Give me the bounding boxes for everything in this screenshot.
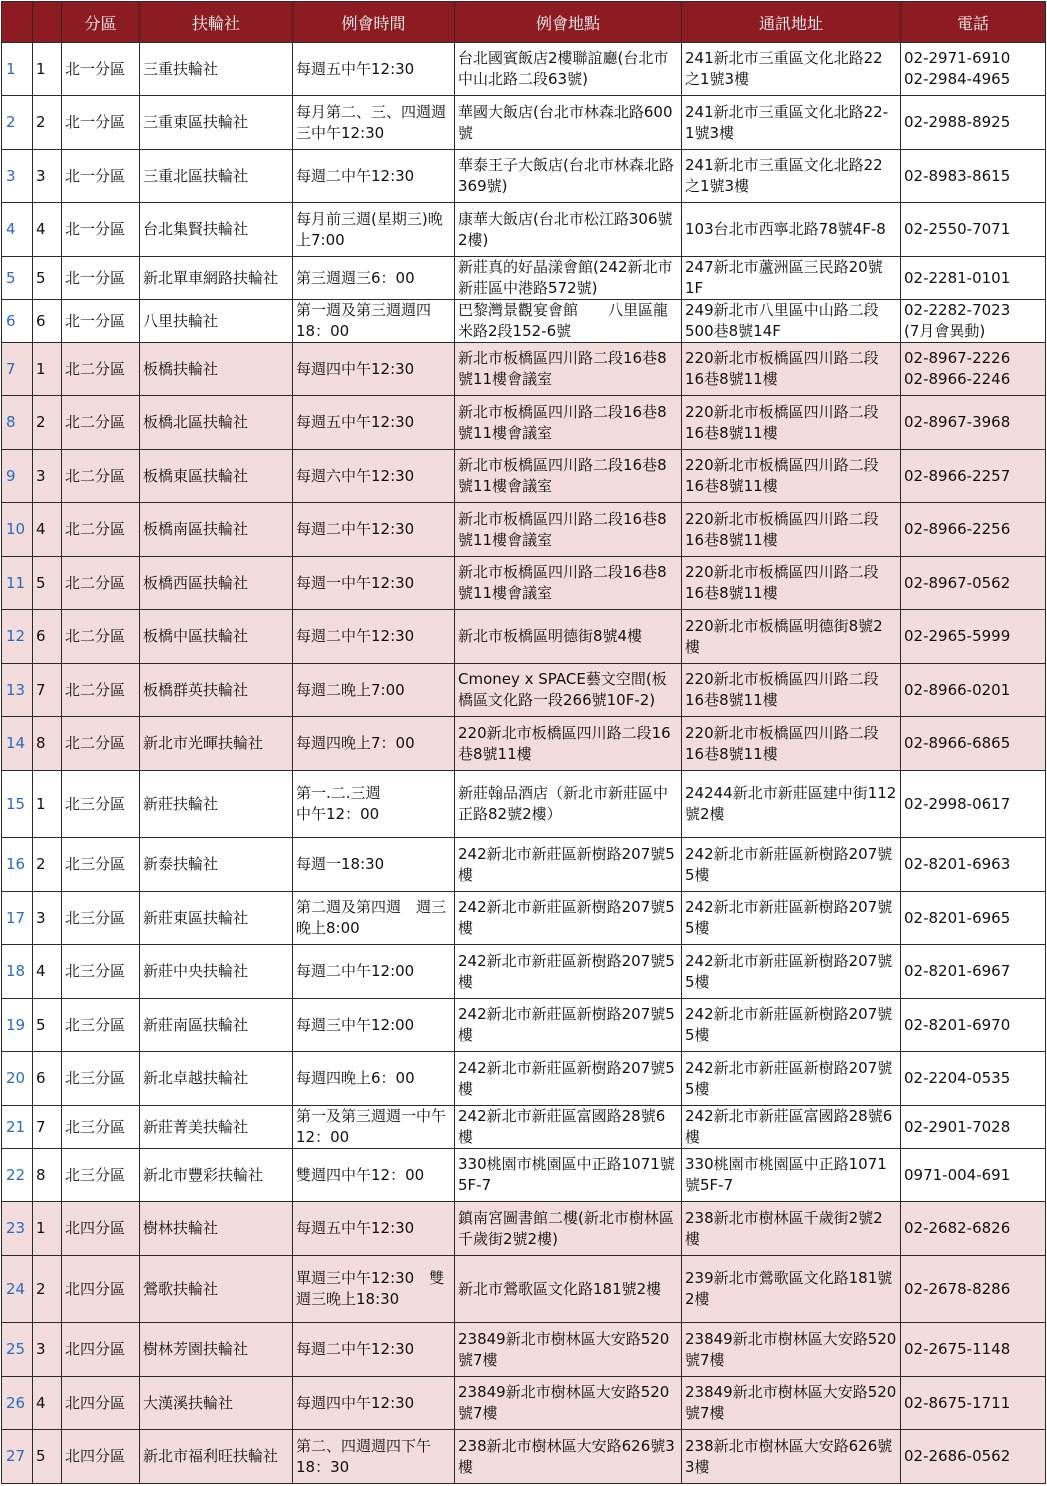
mailing-address-cell: 24244新北市新莊區建中街112號2樓 bbox=[682, 771, 901, 838]
phone-cell: 02-8675-1711 bbox=[901, 1377, 1046, 1430]
district-number: 1 bbox=[33, 771, 62, 838]
phone-cell: 02-8967-2226 02-8966-2246 bbox=[901, 343, 1046, 396]
meeting-venue-cell: 242新北市新莊區富國路28號6樓 bbox=[455, 1106, 682, 1149]
district-cell: 北一分區 bbox=[62, 43, 140, 96]
club-name-cell: 新北卓越扶輪社 bbox=[140, 1052, 293, 1106]
table-row bbox=[2, 343, 1046, 396]
district-cell: 北二分區 bbox=[62, 396, 140, 450]
district-cell: 北一分區 bbox=[62, 203, 140, 257]
row-index: 19 bbox=[2, 999, 33, 1052]
row-index: 4 bbox=[2, 203, 33, 257]
phone-cell: 02-8966-0201 bbox=[901, 664, 1046, 717]
header-number bbox=[33, 2, 62, 43]
row-index: 7 bbox=[2, 343, 33, 396]
club-name-cell: 新泰扶輪社 bbox=[140, 838, 293, 892]
phone-cell: 02-2998-0617 bbox=[901, 771, 1046, 838]
district-cell: 北三分區 bbox=[62, 892, 140, 945]
phone-cell: 02-2682-6826 bbox=[901, 1202, 1046, 1256]
meeting-time-cell: 每週二中午12:30 bbox=[293, 610, 455, 664]
meeting-time-cell: 每週二晚上7:00 bbox=[293, 664, 455, 717]
district-number: 4 bbox=[33, 945, 62, 999]
district-cell: 北三分區 bbox=[62, 1106, 140, 1149]
meeting-venue-cell: 新北市板橋區四川路二段16巷8號11樓會議室 bbox=[455, 503, 682, 557]
mailing-address-cell: 23849新北市樹林區大安路520號7樓 bbox=[682, 1377, 901, 1430]
meeting-venue-cell: 新北市鶯歌區文化路181號2樓 bbox=[455, 1256, 682, 1323]
table-row bbox=[2, 96, 1046, 150]
row-index: 18 bbox=[2, 945, 33, 999]
club-name-cell: 板橋南區扶輪社 bbox=[140, 503, 293, 557]
meeting-venue-cell: 巴黎灣景觀宴會館 八里區龍米路2段152-6號 bbox=[455, 300, 682, 343]
table-row bbox=[2, 150, 1046, 203]
district-cell: 北四分區 bbox=[62, 1202, 140, 1256]
club-name-cell: 板橋中區扶輪社 bbox=[140, 610, 293, 664]
row-index: 5 bbox=[2, 257, 33, 300]
meeting-time-cell: 每週一18:30 bbox=[293, 838, 455, 892]
club-name-cell: 新莊東區扶輪社 bbox=[140, 892, 293, 945]
district-cell: 北三分區 bbox=[62, 1149, 140, 1202]
mailing-address-cell: 220新北市板橋區四川路二段16巷8號11樓 bbox=[682, 664, 901, 717]
row-index: 17 bbox=[2, 892, 33, 945]
district-cell: 北二分區 bbox=[62, 610, 140, 664]
mailing-address-cell: 242新北市新莊區新樹路207號5樓 bbox=[682, 1052, 901, 1106]
table-header-row bbox=[2, 2, 1046, 43]
row-index: 15 bbox=[2, 771, 33, 838]
district-number: 8 bbox=[33, 1149, 62, 1202]
row-index: 3 bbox=[2, 150, 33, 203]
club-name-cell: 鶯歌扶輪社 bbox=[140, 1256, 293, 1323]
phone-cell: 02-8966-2257 bbox=[901, 450, 1046, 503]
meeting-venue-cell: Cmoney x SPACE藝文空間(板橋區文化路一段266號10F-2) bbox=[455, 664, 682, 717]
district-number: 4 bbox=[33, 503, 62, 557]
mailing-address-cell: 247新北市蘆洲區三民路20號1F bbox=[682, 257, 901, 300]
meeting-venue-cell: 新北市板橋區四川路二段16巷8號11樓會議室 bbox=[455, 450, 682, 503]
table-row bbox=[2, 892, 1046, 945]
phone-cell: 02-8966-2256 bbox=[901, 503, 1046, 557]
district-number: 3 bbox=[33, 450, 62, 503]
meeting-venue-cell: 242新北市新莊區新樹路207號5樓 bbox=[455, 999, 682, 1052]
district-cell: 北二分區 bbox=[62, 343, 140, 396]
meeting-time-cell: 第一及第三週週一中午12：00 bbox=[293, 1106, 455, 1149]
header-district: 分區 bbox=[62, 2, 140, 43]
meeting-venue-cell: 242新北市新莊區新樹路207號5樓 bbox=[455, 1052, 682, 1106]
row-index: 20 bbox=[2, 1052, 33, 1106]
club-name-cell: 新北市光暉扶輪社 bbox=[140, 717, 293, 771]
row-index: 23 bbox=[2, 1202, 33, 1256]
meeting-venue-cell: 新北市板橋區四川路二段16巷8號11樓會議室 bbox=[455, 343, 682, 396]
row-index: 10 bbox=[2, 503, 33, 557]
district-cell: 北三分區 bbox=[62, 1052, 140, 1106]
table-row bbox=[2, 257, 1046, 300]
phone-cell: 02-8966-6865 bbox=[901, 717, 1046, 771]
district-cell: 北四分區 bbox=[62, 1323, 140, 1377]
phone-cell: 02-8967-3968 bbox=[901, 396, 1046, 450]
phone-cell: 02-2281-0101 bbox=[901, 257, 1046, 300]
meeting-time-cell: 每週五中午12:30 bbox=[293, 396, 455, 450]
phone-cell: 02-8201-6970 bbox=[901, 999, 1046, 1052]
district-cell: 北二分區 bbox=[62, 503, 140, 557]
table-body bbox=[2, 43, 1046, 1484]
meeting-time-cell: 每週四晚上6：00 bbox=[293, 1052, 455, 1106]
row-index: 13 bbox=[2, 664, 33, 717]
club-name-cell: 新莊中央扶輪社 bbox=[140, 945, 293, 999]
table-row bbox=[2, 1256, 1046, 1323]
row-index: 25 bbox=[2, 1323, 33, 1377]
table-row bbox=[2, 43, 1046, 96]
club-name-cell: 板橋西區扶輪社 bbox=[140, 557, 293, 610]
phone-cell: 02-8201-6963 bbox=[901, 838, 1046, 892]
district-cell: 北二分區 bbox=[62, 664, 140, 717]
district-cell: 北三分區 bbox=[62, 945, 140, 999]
row-index: 12 bbox=[2, 610, 33, 664]
mailing-address-cell: 242新北市新莊區新樹路207號5樓 bbox=[682, 945, 901, 999]
meeting-time-cell: 第二週及第四週 週三晚上8:00 bbox=[293, 892, 455, 945]
meeting-venue-cell: 新北市板橋區四川路二段16巷8號11樓會議室 bbox=[455, 396, 682, 450]
meeting-venue-cell: 23849新北市樹林區大安路520號7樓 bbox=[455, 1377, 682, 1430]
mailing-address-cell: 220新北市板橋區四川路二段16巷8號11樓 bbox=[682, 717, 901, 771]
club-name-cell: 新莊南區扶輪社 bbox=[140, 999, 293, 1052]
phone-cell: 02-8201-6965 bbox=[901, 892, 1046, 945]
table-row bbox=[2, 1106, 1046, 1149]
mailing-address-cell: 249新北市八里區中山路二段500巷8號14F bbox=[682, 300, 901, 343]
district-number: 7 bbox=[33, 664, 62, 717]
phone-cell: 02-2550-7071 bbox=[901, 203, 1046, 257]
table-row bbox=[2, 300, 1046, 343]
phone-cell: 02-8967-0562 bbox=[901, 557, 1046, 610]
district-cell: 北一分區 bbox=[62, 150, 140, 203]
table-row bbox=[2, 1430, 1046, 1484]
mailing-address-cell: 242新北市新莊區新樹路207號5樓 bbox=[682, 999, 901, 1052]
table-row bbox=[2, 945, 1046, 999]
district-cell: 北四分區 bbox=[62, 1256, 140, 1323]
meeting-venue-cell: 新莊真的好晶漾會館(242新北市新莊區中港路572號) bbox=[455, 257, 682, 300]
district-number: 5 bbox=[33, 999, 62, 1052]
header-meeting-time: 例會時間 bbox=[293, 2, 455, 43]
meeting-time-cell: 每週二中午12:00 bbox=[293, 945, 455, 999]
header-index bbox=[2, 2, 33, 43]
header-phone: 電話 bbox=[901, 2, 1046, 43]
row-index: 1 bbox=[2, 43, 33, 96]
district-number: 4 bbox=[33, 1377, 62, 1430]
meeting-venue-cell: 新北市板橋區四川路二段16巷8號11樓會議室 bbox=[455, 557, 682, 610]
club-name-cell: 台北集賢扶輪社 bbox=[140, 203, 293, 257]
row-index: 6 bbox=[2, 300, 33, 343]
row-index: 8 bbox=[2, 396, 33, 450]
district-number: 2 bbox=[33, 1256, 62, 1323]
phone-cell: 0971-004-691 bbox=[901, 1149, 1046, 1202]
table-row bbox=[2, 396, 1046, 450]
meeting-time-cell: 每週二中午12:30 bbox=[293, 150, 455, 203]
district-number: 5 bbox=[33, 257, 62, 300]
table-row bbox=[2, 771, 1046, 838]
meeting-venue-cell: 242新北市新莊區新樹路207號5樓 bbox=[455, 838, 682, 892]
meeting-time-cell: 每週四中午12:30 bbox=[293, 343, 455, 396]
meeting-time-cell: 每週四中午12:30 bbox=[293, 1377, 455, 1430]
header-meeting-venue: 例會地點 bbox=[455, 2, 682, 43]
phone-cell: 02-8983-8615 bbox=[901, 150, 1046, 203]
district-cell: 北三分區 bbox=[62, 771, 140, 838]
meeting-venue-cell: 238新北市樹林區大安路626號3樓 bbox=[455, 1430, 682, 1484]
phone-cell: 02-2282-7023 (7月會異動) bbox=[901, 300, 1046, 343]
table-row bbox=[2, 1052, 1046, 1106]
club-name-cell: 三重東區扶輪社 bbox=[140, 96, 293, 150]
mailing-address-cell: 238新北市樹林區千歲街2號2樓 bbox=[682, 1202, 901, 1256]
meeting-time-cell: 第一.二.三週 中午12：00 bbox=[293, 771, 455, 838]
meeting-venue-cell: 330桃園市桃園區中正路1071號5F-7 bbox=[455, 1149, 682, 1202]
meeting-time-cell: 每週五中午12:30 bbox=[293, 43, 455, 96]
meeting-venue-cell: 220新北市板橋區四川路二段16巷8號11樓 bbox=[455, 717, 682, 771]
phone-cell: 02-2971-6910 02-2984-4965 bbox=[901, 43, 1046, 96]
district-number: 1 bbox=[33, 343, 62, 396]
club-name-cell: 大漢溪扶輪社 bbox=[140, 1377, 293, 1430]
club-name-cell: 樹林扶輪社 bbox=[140, 1202, 293, 1256]
meeting-time-cell: 單週三中午12:30 雙週三晚上18:30 bbox=[293, 1256, 455, 1323]
header-club: 扶輪社 bbox=[140, 2, 293, 43]
mailing-address-cell: 242新北市新莊區新樹路207號5樓 bbox=[682, 838, 901, 892]
meeting-venue-cell: 台北國賓飯店2樓聯誼廳(台北市中山北路二段63號) bbox=[455, 43, 682, 96]
table-row bbox=[2, 610, 1046, 664]
row-index: 21 bbox=[2, 1106, 33, 1149]
district-number: 6 bbox=[33, 1052, 62, 1106]
table-row bbox=[2, 1323, 1046, 1377]
row-index: 9 bbox=[2, 450, 33, 503]
meeting-time-cell: 每月第二、三、四週週三中午12:30 bbox=[293, 96, 455, 150]
table-row bbox=[2, 503, 1046, 557]
meeting-time-cell: 第一週及第三週週四18：00 bbox=[293, 300, 455, 343]
district-number: 6 bbox=[33, 300, 62, 343]
row-index: 24 bbox=[2, 1256, 33, 1323]
district-cell: 北四分區 bbox=[62, 1430, 140, 1484]
district-number: 3 bbox=[33, 892, 62, 945]
district-cell: 北二分區 bbox=[62, 717, 140, 771]
club-name-cell: 板橋北區扶輪社 bbox=[140, 396, 293, 450]
district-cell: 北三分區 bbox=[62, 999, 140, 1052]
phone-cell: 02-2678-8286 bbox=[901, 1256, 1046, 1323]
phone-cell: 02-2686-0562 bbox=[901, 1430, 1046, 1484]
phone-cell: 02-2204-0535 bbox=[901, 1052, 1046, 1106]
table-row bbox=[2, 1149, 1046, 1202]
table-row bbox=[2, 1202, 1046, 1256]
district-number: 5 bbox=[33, 1430, 62, 1484]
table-row bbox=[2, 664, 1046, 717]
district-number: 2 bbox=[33, 96, 62, 150]
mailing-address-cell: 241新北市三重區文化北路22-1號3樓 bbox=[682, 96, 901, 150]
table-row bbox=[2, 557, 1046, 610]
mailing-address-cell: 242新北市新莊區富國路28號6樓 bbox=[682, 1106, 901, 1149]
mailing-address-cell: 220新北市板橋區四川路二段16巷8號11樓 bbox=[682, 343, 901, 396]
table-row bbox=[2, 999, 1046, 1052]
mailing-address-cell: 220新北市板橋區四川路二段16巷8號11樓 bbox=[682, 503, 901, 557]
mailing-address-cell: 220新北市板橋區明德街8號2樓 bbox=[682, 610, 901, 664]
mailing-address-cell: 238新北市樹林區大安路626號3樓 bbox=[682, 1430, 901, 1484]
meeting-time-cell: 每週四晚上7：00 bbox=[293, 717, 455, 771]
meeting-venue-cell: 華泰王子大飯店(台北市林森北路369號) bbox=[455, 150, 682, 203]
table-row bbox=[2, 203, 1046, 257]
meeting-venue-cell: 23849新北市樹林區大安路520號7樓 bbox=[455, 1323, 682, 1377]
table-row bbox=[2, 717, 1046, 771]
district-number: 5 bbox=[33, 557, 62, 610]
club-name-cell: 板橋東區扶輪社 bbox=[140, 450, 293, 503]
meeting-time-cell: 第三週週三6：00 bbox=[293, 257, 455, 300]
club-name-cell: 新北市福利旺扶輪社 bbox=[140, 1430, 293, 1484]
mailing-address-cell: 241新北市三重區文化北路22之1號3樓 bbox=[682, 150, 901, 203]
mailing-address-cell: 23849新北市樹林區大安路520號7樓 bbox=[682, 1323, 901, 1377]
meeting-venue-cell: 華國大飯店(台北市林森北路600號 bbox=[455, 96, 682, 150]
mailing-address-cell: 220新北市板橋區四川路二段16巷8號11樓 bbox=[682, 450, 901, 503]
club-name-cell: 新莊菁美扶輪社 bbox=[140, 1106, 293, 1149]
district-cell: 北一分區 bbox=[62, 257, 140, 300]
phone-cell: 02-2901-7028 bbox=[901, 1106, 1046, 1149]
mailing-address-cell: 220新北市板橋區四川路二段16巷8號11樓 bbox=[682, 557, 901, 610]
table-row bbox=[2, 838, 1046, 892]
meeting-time-cell: 每週二中午12:30 bbox=[293, 503, 455, 557]
club-name-cell: 新莊扶輪社 bbox=[140, 771, 293, 838]
meeting-time-cell: 每週一中午12:30 bbox=[293, 557, 455, 610]
header-mailing-address: 通訊地址 bbox=[682, 2, 901, 43]
meeting-venue-cell: 康華大飯店(台北市松江路306號2樓) bbox=[455, 203, 682, 257]
row-index: 11 bbox=[2, 557, 33, 610]
district-number: 1 bbox=[33, 1202, 62, 1256]
row-index: 14 bbox=[2, 717, 33, 771]
meeting-venue-cell: 新北市板橋區明德街8號4樓 bbox=[455, 610, 682, 664]
club-name-cell: 三重扶輪社 bbox=[140, 43, 293, 96]
club-name-cell: 八里扶輪社 bbox=[140, 300, 293, 343]
club-name-cell: 樹林芳園扶輪社 bbox=[140, 1323, 293, 1377]
district-number: 3 bbox=[33, 150, 62, 203]
district-cell: 北二分區 bbox=[62, 557, 140, 610]
meeting-time-cell: 雙週四中午12：00 bbox=[293, 1149, 455, 1202]
district-cell: 北二分區 bbox=[62, 450, 140, 503]
rotary-club-directory bbox=[1, 1, 1045, 1484]
row-index: 22 bbox=[2, 1149, 33, 1202]
club-table bbox=[1, 1, 1046, 1484]
row-index: 2 bbox=[2, 96, 33, 150]
meeting-time-cell: 每週三中午12:00 bbox=[293, 999, 455, 1052]
meeting-venue-cell: 242新北市新莊區新樹路207號5樓 bbox=[455, 892, 682, 945]
meeting-time-cell: 第二、四週週四下午18：30 bbox=[293, 1430, 455, 1484]
phone-cell: 02-2965-5999 bbox=[901, 610, 1046, 664]
club-name-cell: 新北市豐彩扶輪社 bbox=[140, 1149, 293, 1202]
meeting-time-cell: 每月前三週(星期三)晚上7:00 bbox=[293, 203, 455, 257]
district-cell: 北一分區 bbox=[62, 300, 140, 343]
district-number: 6 bbox=[33, 610, 62, 664]
meeting-venue-cell: 鎮南宮圖書館二樓(新北市樹林區千歲街2號2樓) bbox=[455, 1202, 682, 1256]
mailing-address-cell: 241新北市三重區文化北路22之1號3樓 bbox=[682, 43, 901, 96]
mailing-address-cell: 220新北市板橋區四川路二段16巷8號11樓 bbox=[682, 396, 901, 450]
club-name-cell: 板橋群英扶輪社 bbox=[140, 664, 293, 717]
district-number: 2 bbox=[33, 396, 62, 450]
club-name-cell: 新北單車網路扶輪社 bbox=[140, 257, 293, 300]
row-index: 27 bbox=[2, 1430, 33, 1484]
phone-cell: 02-2675-1148 bbox=[901, 1323, 1046, 1377]
meeting-time-cell: 每週五中午12:30 bbox=[293, 1202, 455, 1256]
district-number: 8 bbox=[33, 717, 62, 771]
district-cell: 北一分區 bbox=[62, 96, 140, 150]
district-number: 2 bbox=[33, 838, 62, 892]
mailing-address-cell: 103台北市西寧北路78號4F-8 bbox=[682, 203, 901, 257]
mailing-address-cell: 242新北市新莊區新樹路207號5樓 bbox=[682, 892, 901, 945]
table-row bbox=[2, 450, 1046, 503]
meeting-time-cell: 每週六中午12:30 bbox=[293, 450, 455, 503]
row-index: 16 bbox=[2, 838, 33, 892]
meeting-venue-cell: 242新北市新莊區新樹路207號5樓 bbox=[455, 945, 682, 999]
district-number: 4 bbox=[33, 203, 62, 257]
mailing-address-cell: 330桃園市桃園區中正路1071號5F-7 bbox=[682, 1149, 901, 1202]
club-name-cell: 三重北區扶輪社 bbox=[140, 150, 293, 203]
phone-cell: 02-8201-6967 bbox=[901, 945, 1046, 999]
district-cell: 北四分區 bbox=[62, 1377, 140, 1430]
club-name-cell: 板橋扶輪社 bbox=[140, 343, 293, 396]
district-number: 3 bbox=[33, 1323, 62, 1377]
district-number: 1 bbox=[33, 43, 62, 96]
mailing-address-cell: 239新北市鶯歌區文化路181號2樓 bbox=[682, 1256, 901, 1323]
district-number: 7 bbox=[33, 1106, 62, 1149]
phone-cell: 02-2988-8925 bbox=[901, 96, 1046, 150]
row-index: 26 bbox=[2, 1377, 33, 1430]
table-row bbox=[2, 1377, 1046, 1430]
meeting-venue-cell: 新莊翰品酒店（新北市新莊區中正路82號2樓） bbox=[455, 771, 682, 838]
district-cell: 北三分區 bbox=[62, 838, 140, 892]
meeting-time-cell: 每週二中午12:30 bbox=[293, 1323, 455, 1377]
